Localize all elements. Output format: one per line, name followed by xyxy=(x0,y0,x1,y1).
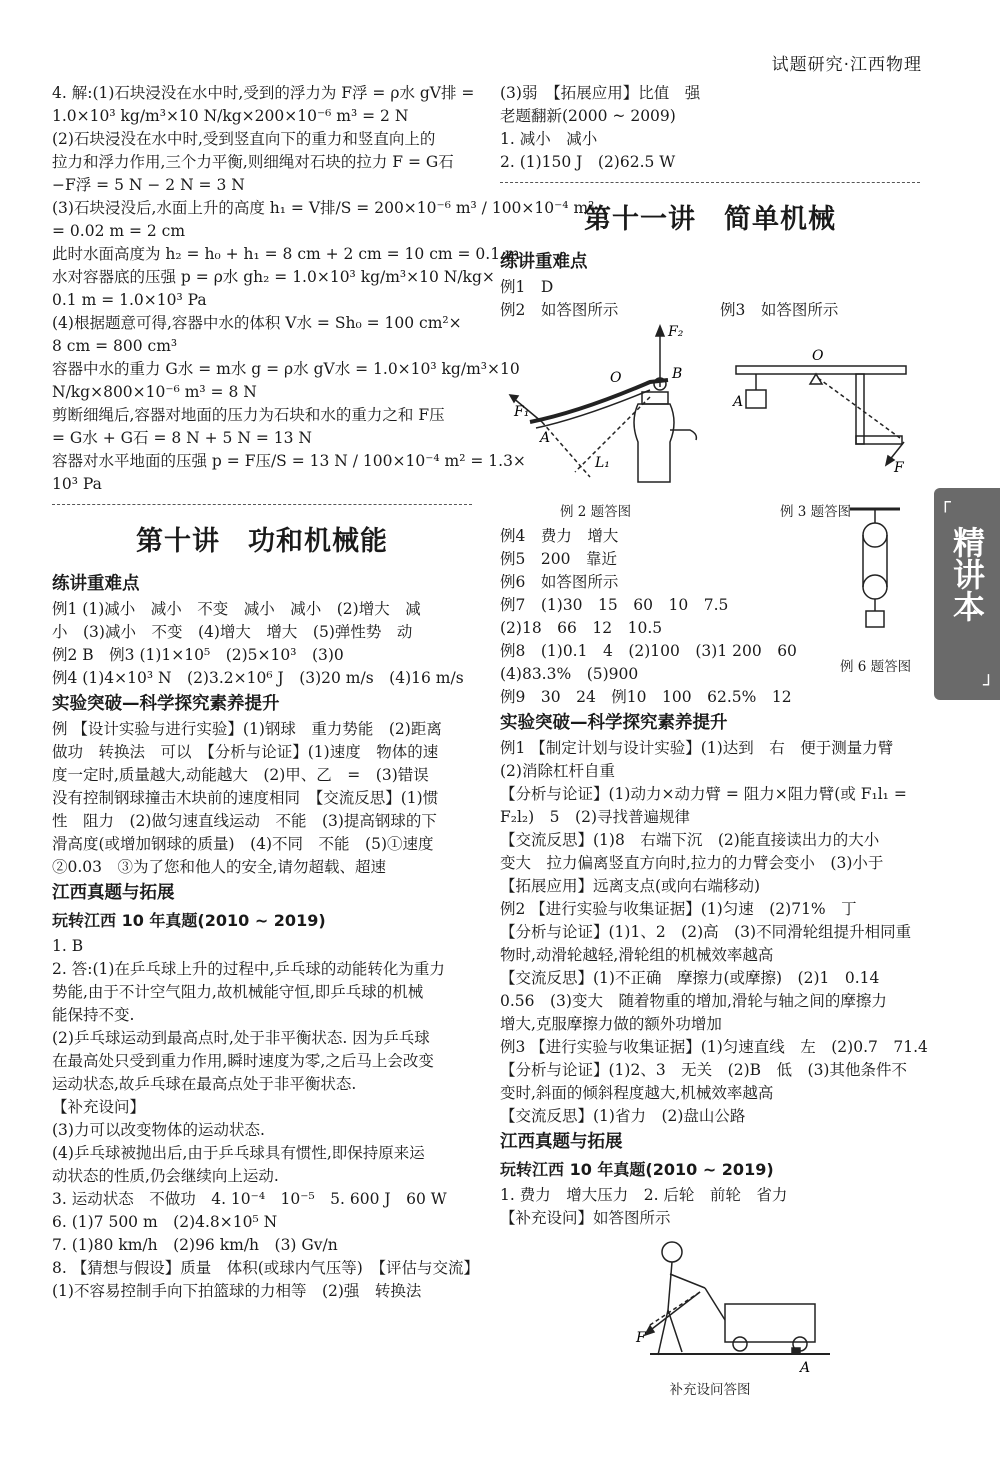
point-label: A xyxy=(540,430,551,446)
text-line: 6. (1)7 500 m (2)4.8×10⁵ N xyxy=(52,1213,278,1231)
force-label: F₁ xyxy=(514,404,530,420)
answer-line: 例1 D xyxy=(500,278,554,296)
text-line: 例3 【进行实验与收集证据】(1)匀速直线 左 (2)0.7 71.4 xyxy=(500,1038,928,1056)
lecture-title: 第十一讲 简单机械 xyxy=(584,204,836,235)
text-line: 动状态的性质,仍会继续向上运动. xyxy=(52,1167,279,1185)
text-line: 性 阻力 (2)做匀速直线运动 不能 (3)提高钢球的下 xyxy=(52,812,437,830)
text-line: 容器中水的重力 G水 = m水 g = ρ水 gV水 = 1.0×10³ kg/m³×10 xyxy=(52,360,520,378)
text-line: 做功 转换法 可以 【分析与论证】(1)速度 物体的速 xyxy=(52,743,439,761)
text-line: 【交流反思】(1)8 右端下沉 (2)能直接读出力的大小 xyxy=(500,831,880,849)
text-line: 变时,斜面的倾斜程度越大,机械效率越高 xyxy=(500,1084,774,1102)
text-line: 【分析与论证】(1)1、2 (2)高 (3)不同滑轮组提升相同重 xyxy=(500,923,912,941)
text-line: 剪断细绳后,容器对地面的压力为石块和水的重力之和 F压 xyxy=(52,406,445,424)
answer-text: 例2 如答图所示 xyxy=(500,301,619,319)
side-tab-label: 精讲本 xyxy=(948,526,986,622)
divider xyxy=(52,504,472,506)
text-line: ②0.03 ③为了您和他人的安全,请勿超载、超速 xyxy=(52,858,386,876)
pulley-figure xyxy=(830,505,920,645)
text-line: N/kg×800×10⁻⁶ m³ = 8 N xyxy=(52,383,257,401)
point-label: A xyxy=(800,1360,811,1376)
text-line: 例7 (1)30 15 60 10 7.5 xyxy=(500,596,729,614)
text-line: 例8 (1)0.1 4 (2)100 (3)1 200 60 xyxy=(500,642,797,660)
subsection-heading: 玩转江西 10 年真题(2010 ~ 2019) xyxy=(500,1160,774,1179)
text-line: (4)83.3% (5)900 xyxy=(500,665,639,683)
corner-mark-icon: ┘ xyxy=(983,675,994,696)
answer-line xyxy=(500,299,920,322)
text-line: 例1 (1)减小 减小 不变 减小 减小 (2)增大 减 xyxy=(52,600,421,618)
cart-figure xyxy=(500,1230,920,1380)
text-line: 例4 (1)4×10³ N (2)3.2×10⁶ J (3)20 m/s (4)16 m/s xyxy=(52,669,464,687)
answer-text: 例3 如答图所示 xyxy=(720,301,839,319)
force-label: F xyxy=(636,1330,646,1346)
cart-figure-wrap xyxy=(500,1230,920,1380)
text-line: 2. (1)150 J (2)62.5 W xyxy=(500,153,676,171)
text-line: (3)弱 【拓展应用】比值 强 xyxy=(500,84,701,102)
text-line: 运动状态,故乒乓球在最高点处于非平衡状态. xyxy=(52,1075,357,1093)
text-line: (3)石块浸没后,水面上升的高度 h₁ = V排/S = 200×10⁻⁶ m³ / 100×10⁻⁴ m² xyxy=(52,199,595,217)
text-line: 【补充设问】如答图所示 xyxy=(500,1209,671,1227)
pivot-label: O xyxy=(812,348,824,364)
text-line: 【拓展应用】远离支点(或向右端移动) xyxy=(500,877,761,895)
text-line: 拉力和浮力作用,三个力平衡,则细绳对石块的拉力 F = G石 xyxy=(52,153,454,171)
lever-diagrams xyxy=(500,322,920,502)
arm-label: L₁ xyxy=(595,455,610,471)
text-line: 例4 费力 增大 xyxy=(500,527,619,545)
figure-caption: 例 3 题答图 xyxy=(780,504,852,520)
text-line: 4. 解:(1)石块浸没在水中时,受到的浮力为 F浮 = ρ水 gV排 = xyxy=(52,84,475,102)
corner-mark-icon: ┌ xyxy=(940,492,951,513)
text-line: 例1 【制定计划与设计实验】(1)达到 右 便于测量力臂 xyxy=(500,739,894,757)
text-line: 水对容器底的压强 p = ρ水 gh₂ = 1.0×10³ kg/m³×10 N/kg× xyxy=(52,268,495,286)
answer-block xyxy=(52,598,472,690)
text-line: 此时水面高度为 h₂ = h₀ + h₁ = 8 cm + 2 cm = 10 cm = 0.1 m xyxy=(52,245,520,263)
section-heading: 实验突破—科学探究素养提升 xyxy=(52,694,280,714)
text-line: 物时,动滑轮越轻,滑轮组的机械效率越高 xyxy=(500,946,774,964)
section-heading: 江西真题与拓展 xyxy=(500,1132,623,1152)
text-line: (2)18 66 12 10.5 xyxy=(500,619,663,637)
text-line: 【交流反思】(1)不正确 摩擦力(或摩擦) (2)1 0.14 xyxy=(500,969,880,987)
text-line: 1. 费力 增大压力 2. 后轮 前轮 省力 xyxy=(500,1186,788,1204)
subsection-heading: 玩转江西 10 年真题(2010 ~ 2019) xyxy=(52,911,326,930)
figure-caption: 补充设问答图 xyxy=(669,1382,751,1398)
answer-block xyxy=(52,718,472,879)
text-line: 0.56 (3)变大 随着物重的增加,滑轮与轴之间的摩擦力 xyxy=(500,992,887,1010)
divider xyxy=(500,182,920,184)
crane-lever-figure xyxy=(736,366,906,465)
text-line: = 0.02 m = 2 cm xyxy=(52,222,186,240)
section-heading: 练讲重难点 xyxy=(52,574,140,594)
text-line: 变大 拉力偏离竖直方向时,拉力的力臂会变小 (3)小于 xyxy=(500,854,884,872)
figure-row xyxy=(500,322,920,502)
text-line: (1)不容易控制手向下拍篮球的力相等 (2)强 转换法 xyxy=(52,1282,422,1300)
text-line: 【分析与论证】(1)2、3 无关 (2)B 低 (3)其他条件不 xyxy=(500,1061,907,1079)
text-line: 3. 运动状态 不做功 4. 10⁻⁴ 10⁻⁵ 5. 600 J 60 W xyxy=(52,1190,447,1208)
text-line: 例2 【进行实验与收集证据】(1)匀速 (2)71% 丁 xyxy=(500,900,857,918)
text-line: 1. 减小 减小 xyxy=(500,130,598,148)
text-line: 容器对水平地面的压强 p = F压/S = 13 N / 100×10⁻⁴ m² = 1.3× xyxy=(52,452,526,470)
text-line: 例2 B 例3 (1)1×10⁵ (2)5×10³ (3)0 xyxy=(52,646,344,664)
text-line: 滑高度(或增加钢球的质量) (4)不同 不能 (5)①速度 xyxy=(52,835,434,853)
text-line: 在最高处只受到重力作用,瞬时速度为零,之后马上会改变 xyxy=(52,1052,434,1070)
text-line: 能保持不变. xyxy=(52,1006,135,1024)
text-line: 8. 【猜想与假设】质量 体积(或球内气压等) 【评估与交流】 xyxy=(52,1259,480,1277)
answer-block xyxy=(500,1184,920,1230)
text-line: (2)乒乓球运动到最高点时,处于非平衡状态. 因为乒乓球 xyxy=(52,1029,430,1047)
weight-label: A xyxy=(733,394,744,410)
section-heading: 实验突破—科学探究素养提升 xyxy=(500,713,728,733)
text-line: 例6 如答图所示 xyxy=(500,573,619,591)
text-line: (4)乒乓球被抛出后,由于乒乓球具有惯性,即保持原来运 xyxy=(52,1144,425,1162)
text-line: 1.0×10³ kg/m³×10 N/kg×200×10⁻⁶ m³ = 2 N xyxy=(52,107,409,125)
text-line: (3)力可以改变物体的运动状态. xyxy=(52,1121,265,1139)
figure-caption: 例 2 题答图 xyxy=(560,504,632,520)
text-line: 增大,克服摩擦力做的额外功增加 xyxy=(500,1015,722,1033)
text-line: −F浮 = 5 N − 2 N = 3 N xyxy=(52,176,245,194)
text-line: (2)消除杠杆自重 xyxy=(500,762,615,780)
text-line: 2. 答:(1)在乒乓球上升的过程中,乒乓球的动能转化为重力 xyxy=(52,960,445,978)
text-line: 10³ Pa xyxy=(52,475,102,493)
text-line: 【交流反思】(1)省力 (2)盘山公路 xyxy=(500,1107,746,1125)
force-label: F xyxy=(894,460,904,476)
text-line: 【分析与论证】(1)动力×动力臂 = 阻力×阻力臂(或 F₁l₁ = xyxy=(500,785,907,803)
text-line: 7. (1)80 km/h (2)96 km/h (3) Gv/n xyxy=(52,1236,338,1254)
section-heading: 江西真题与拓展 xyxy=(52,883,175,903)
text-line: 0.1 m = 1.0×10³ Pa xyxy=(52,291,207,309)
pulley-row xyxy=(500,525,920,709)
text-line: 没有控制钢球撞击木块前的速度相同 【交流反思】(1)惯 xyxy=(52,789,439,807)
text-line: 例9 30 24 例10 100 62.5% 12 xyxy=(500,688,792,706)
lecture-title: 第十讲 功和机械能 xyxy=(136,526,388,557)
answer-block xyxy=(52,935,480,1303)
text-line: 例 【设计实验与进行实验】(1)钢球 重力势能 (2)距离 xyxy=(52,720,442,738)
text-line: 1. B xyxy=(52,937,84,955)
force-label: F₂ xyxy=(668,324,684,340)
pivot-label: O xyxy=(610,370,622,386)
right-column xyxy=(500,82,928,1400)
text-line: 【补充设问】 xyxy=(52,1098,146,1116)
text-line: 势能,由于不计空气阻力,故机械能守恒,即乒乓球的机械 xyxy=(52,983,424,1001)
answer-block xyxy=(500,737,928,1128)
text-line: 8 cm = 800 cm³ xyxy=(52,337,178,355)
text-line: (2)石块浸没在水中时,受到竖直向下的重力和竖直向上的 xyxy=(52,130,436,148)
point-label: B xyxy=(672,366,683,382)
text-line: 例5 200 靠近 xyxy=(500,550,617,568)
text-line: 度一定时,质量越大,动能越大 (2)甲、乙 = (3)错误 xyxy=(52,766,429,784)
text-line: = G水 + G石 = 8 N + 5 N = 13 N xyxy=(52,429,312,447)
text-line: 小 (3)减小 不变 (4)增大 增大 (5)弹性势 动 xyxy=(52,623,413,641)
side-tab xyxy=(934,488,1000,700)
text-line: 老题翻新(2000 ~ 2009) xyxy=(500,107,676,125)
section-heading: 练讲重难点 xyxy=(500,252,588,272)
figure-caption: 例 6 题答图 xyxy=(840,659,912,675)
page-header: 试题研究·江西物理 xyxy=(771,55,922,75)
answer-block xyxy=(500,82,920,174)
text-line: F₂l₂) 5 (2)寻找普遍规律 xyxy=(500,808,691,826)
text-line: (4)根据题意可得,容器中水的体积 V水 = Sh₀ = 100 cm²× xyxy=(52,314,462,332)
